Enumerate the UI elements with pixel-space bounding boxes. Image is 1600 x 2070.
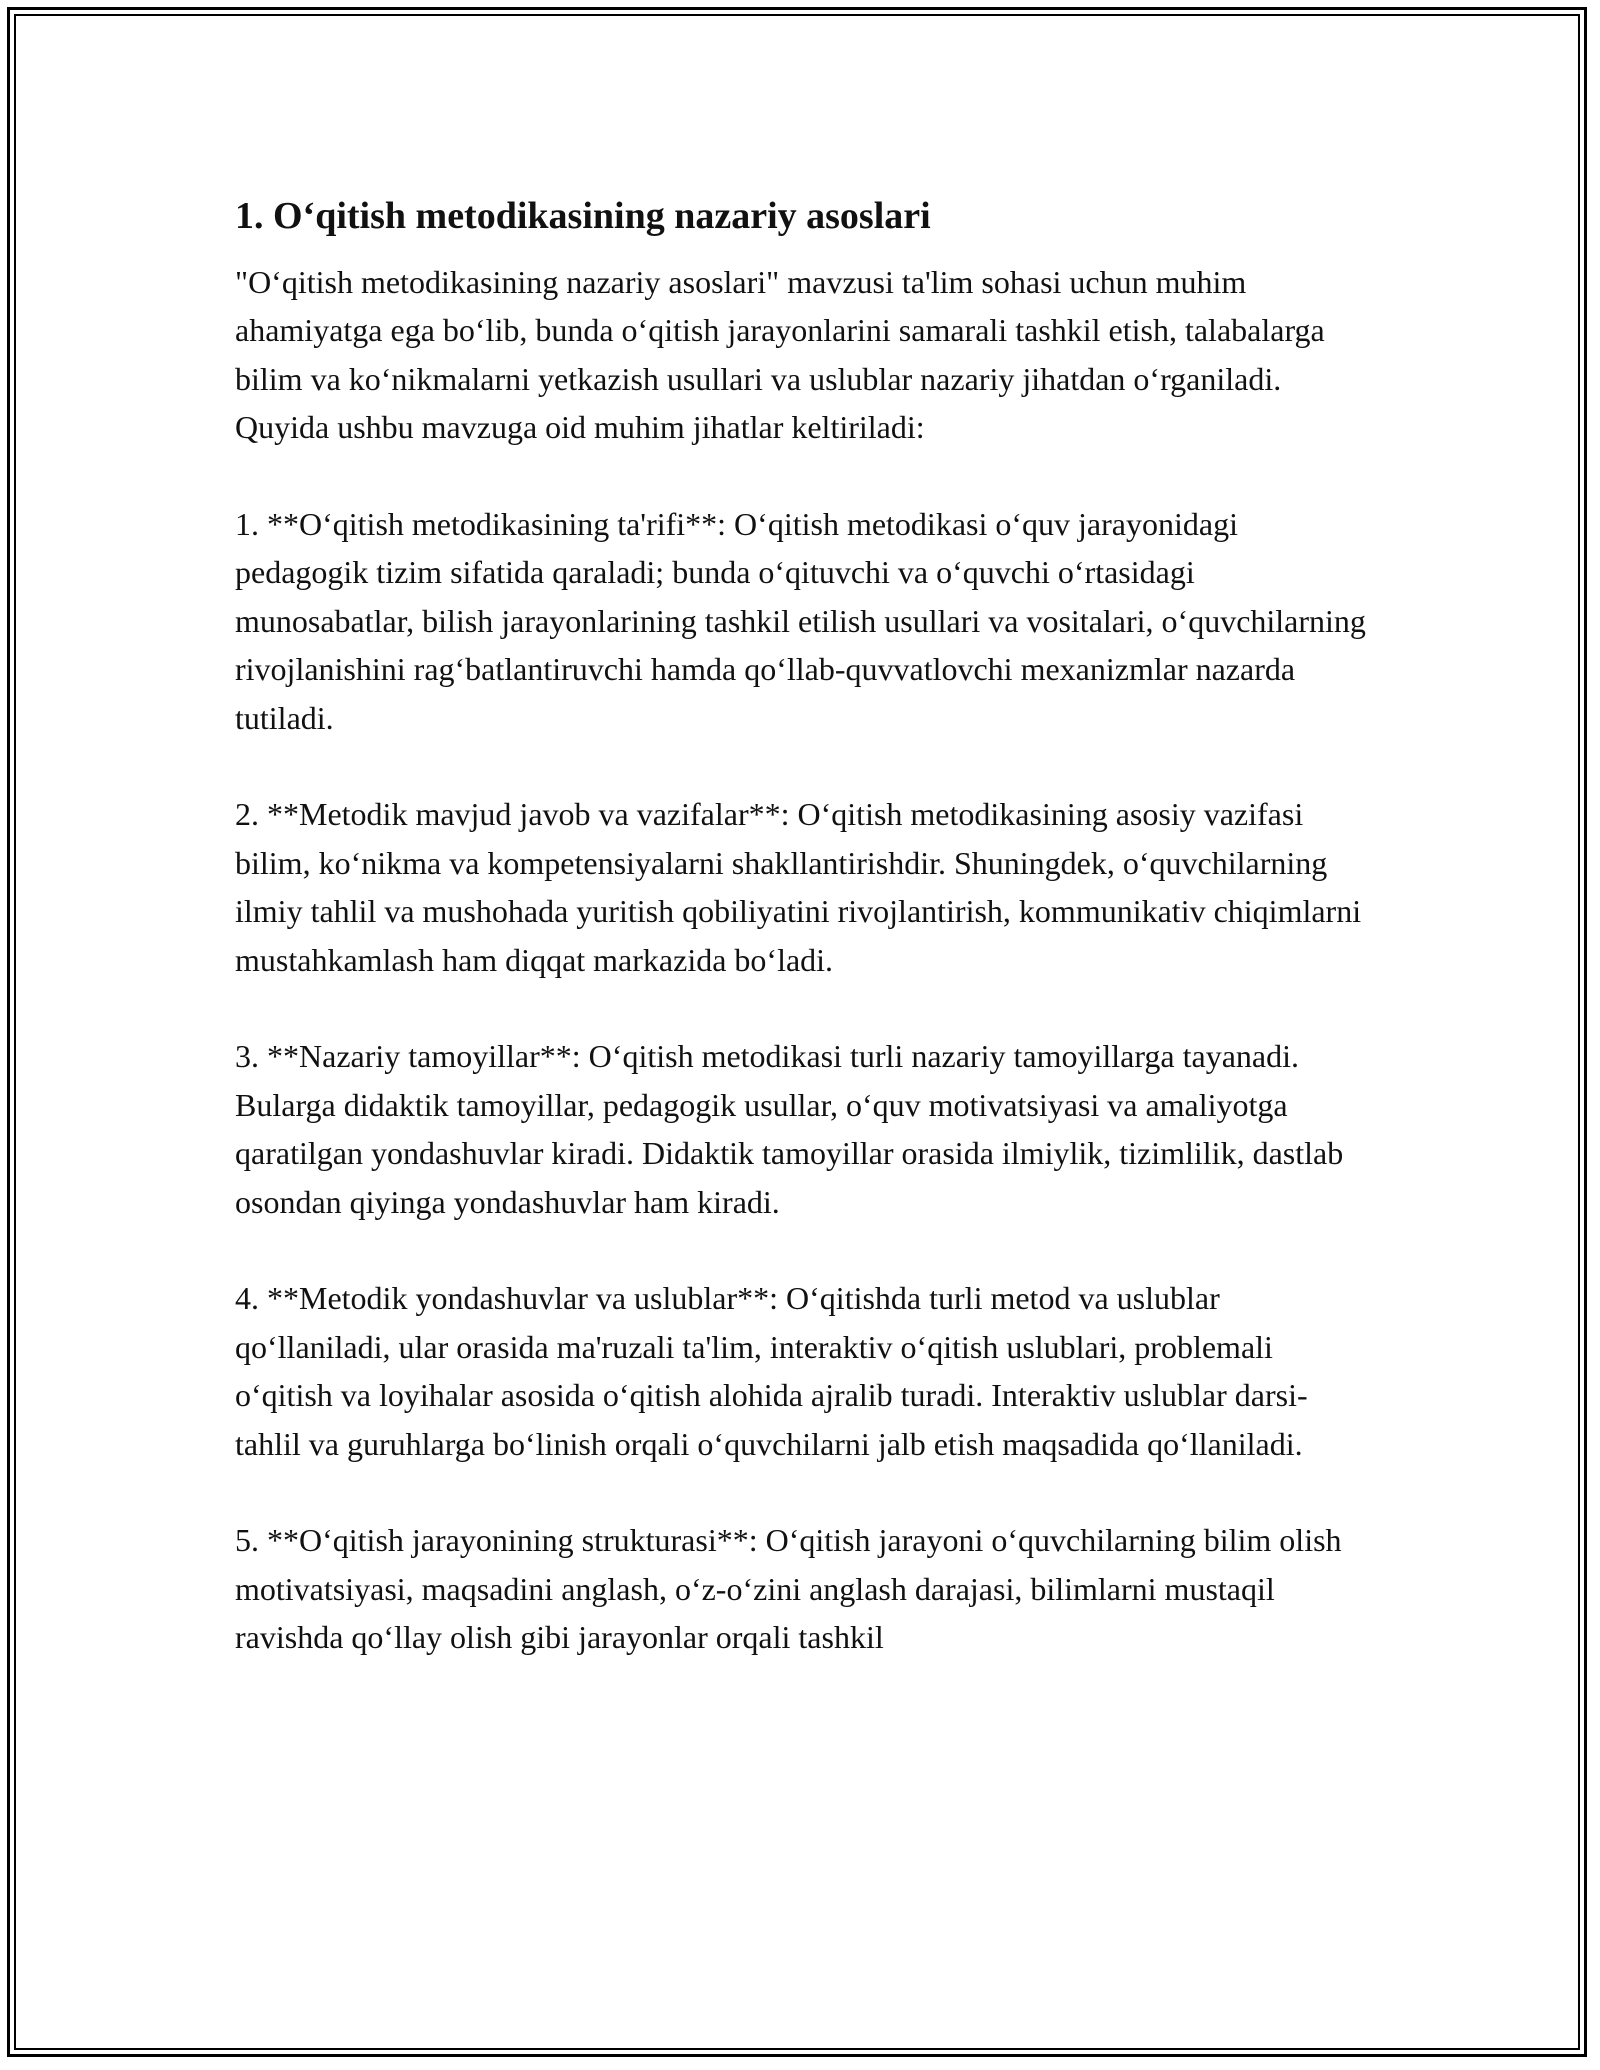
document-body xyxy=(235,188,1370,1710)
list-item-definition: 1. **O‘qitish metodikasining ta'rifi**: O‘qitish metodikasi o‘quv jarayonidagi pedagogik tizim sifatida qaraladi; bunda o‘qituvchi va o‘quvchi o‘rtasidagi munosabatlar, bilish jarayonlarining tashkil etilish usullari va vositalari, o‘quvchilarning rivojlanishini rag‘batlantiruvchi hamda qo‘llab-quvvatlovchi mexanizmlar nazarda tutiladi. xyxy=(235,506,1366,736)
list-item-principles: 3. **Nazariy tamoyillar**: O‘qitish metodikasi turli nazariy tamoyillarga tayanadi. Bularga didaktik tamoyillar, pedagogik usullar, o‘quv motivatsiyasi va amaliyotga qaratilgan yondashuvlar kiradi. Didaktik tamoyillar orasida ilmiylik, tizimlilik, dastlab osondan qiyinga yondashuvlar ham kiradi. xyxy=(235,1038,1344,1220)
list-item-approaches: 4. **Metodik yondashuvlar va uslublar**: O‘qitishda turli metod va uslublar qo‘llaniladi, ular orasida ma'ruzali ta'lim, interaktiv o‘qitish uslublari, problemali o‘qitish va loyihalar asosida o‘qitish alohida ajralib turadi. Interaktiv uslublar darsi-tahlil va guruhlarga bo‘linish orqali o‘quvchilarni jalb etish maqsadida qo‘llaniladi. xyxy=(235,1280,1308,1462)
list-item-structure: 5. **O‘qitish jarayonining strukturasi**: O‘qitish jarayoni o‘quvchilarning bilim olish motivatsiyasi, maqsadini anglash, o‘z-o‘zini anglash darajasi, bilimlarni mustaqil ravishda qo‘llay olish gibi jarayonlar orqali tashkil xyxy=(235,1522,1342,1656)
section-heading: 1. O‘qitish metodikasining nazariy asoslari xyxy=(235,195,931,237)
list-item-tasks: 2. **Metodik mavjud javob va vazifalar**: O‘qitish metodikasining asosiy vazifasi bilim, ko‘nikma va kompetensiyalarni shakllantirishdir. Shuningdek, o‘quvchilarning ilmiy tahlil va mushohada yuritish qobiliyatini rivojlantirish, kommunikativ chiqimlarni mustahkamlash ham diqqat markazida bo‘ladi. xyxy=(235,796,1362,978)
intro-paragraph: "O‘qitish metodikasining nazariy asoslari" mavzusi ta'lim sohasi uchun muhim ahamiyatga ega bo‘lib, bunda o‘qitish jarayonlarini samarali tashkil etish, talabalarga bilim va ko‘nikmalarni yetkazish usullari va uslublar nazariy jihatdan o‘rganiladi. Quyida ushbu mavzuga oid muhim jihatlar keltiriladi: xyxy=(235,264,1325,446)
